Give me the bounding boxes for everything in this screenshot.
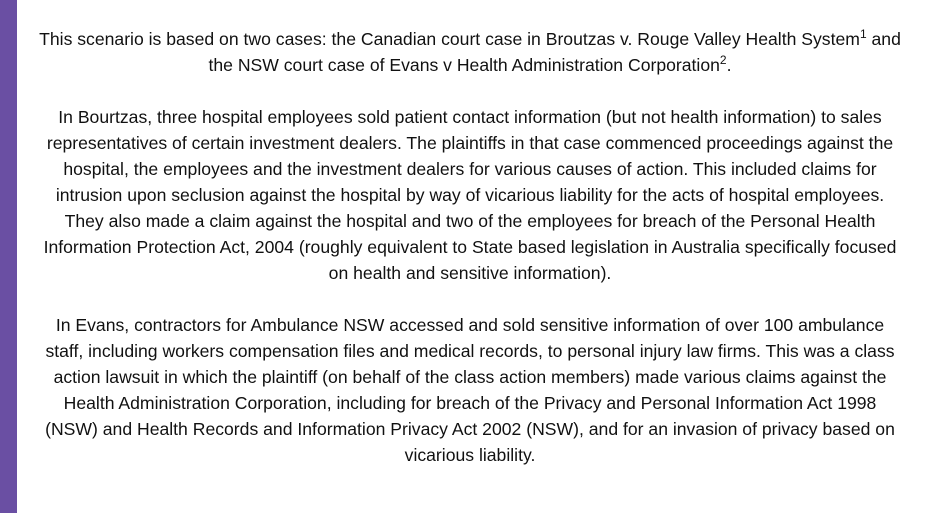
footnote-ref-1: 1 xyxy=(859,27,867,41)
intro-text-part3: . xyxy=(726,55,732,75)
paragraph-spacer xyxy=(37,286,903,312)
intro-text-part1: This scenario is based on two cases: the Canadian court case in Broutzas v. Rouge Valley Health System xyxy=(39,29,860,49)
scenario-text xyxy=(37,26,903,468)
intro-text-part2: and the NSW court case of Evans v Health Administration Corporation xyxy=(208,29,901,75)
bourtzas-paragraph: In Bourtzas, three hospital employees sold patient contact information (but not health information) to sales representatives of certain investment dealers. The plaintiffs in that case commenced proceedings against the hospital, the employees and the investment dealers for various causes of action. This included claims for intrusion upon seclusion against the hospital by way of vicarious liability for the acts of hospital employees. They also made a claim against the hospital and two of the employees for breach of the Personal Health Information Protection Act, 2004 (roughly equivalent to State based legislation in Australia specifically focused on health and sensitive information). xyxy=(43,107,897,283)
left-accent-bar xyxy=(0,0,17,513)
footnote-ref-2: 2 xyxy=(719,53,727,67)
evans-paragraph: In Evans, contractors for Ambulance NSW accessed and sold sensitive information of over 100 ambulance staff, including workers compensation files and medical records, to personal injury law firms. This was a class action lawsuit in which the plaintiff (on behalf of the class action members) made various claims against the Health Administration Corporation, including for breach of the Privacy and Personal Information Act 1998 (NSW) and Health Records and Information Privacy Act 2002 (NSW), and for an invasion of privacy based on vicarious liability. xyxy=(45,315,895,465)
paragraph-spacer xyxy=(37,78,903,104)
intro-paragraph xyxy=(37,26,903,78)
